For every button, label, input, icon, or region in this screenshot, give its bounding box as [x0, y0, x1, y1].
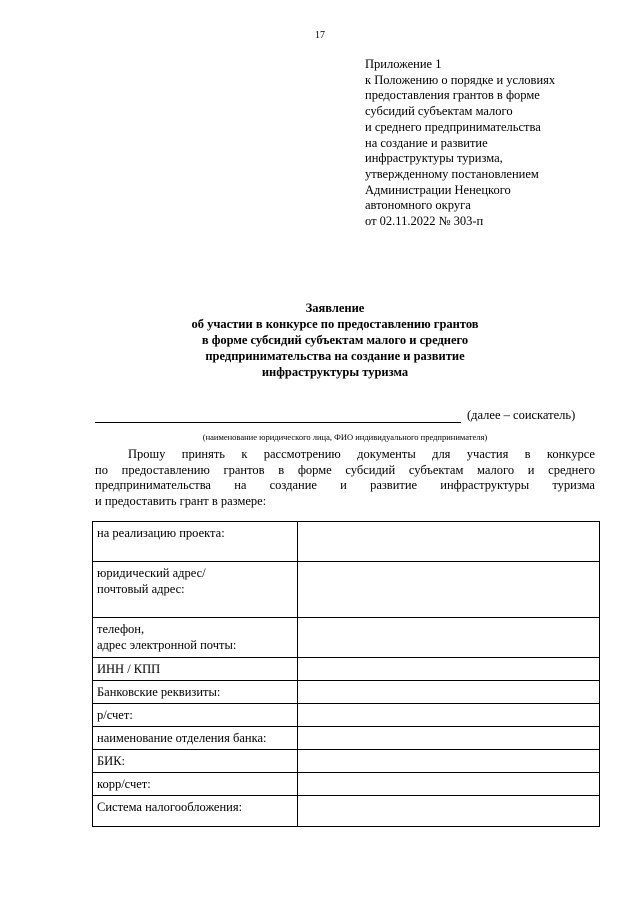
appendix-header: [365, 57, 625, 230]
row-label-line: Система налогообложения:: [97, 800, 243, 814]
request-word: документы: [357, 447, 416, 461]
request-word: Прошу: [128, 447, 166, 461]
row-value-field[interactable]: [298, 796, 600, 827]
appendix-line: и среднего предпринимательства: [365, 119, 541, 134]
title-line: Заявление: [305, 301, 365, 315]
appendix-line: от 02.11.2022 № 303-п: [365, 214, 484, 229]
request-word: малого: [477, 462, 515, 477]
row-label-line: почтовый адрес:: [97, 582, 185, 596]
row-label: [93, 750, 298, 773]
page-number: 17: [315, 30, 325, 41]
row-label-line: адрес электронной почты:: [97, 638, 237, 652]
row-label: [93, 681, 298, 704]
row-value-field[interactable]: [298, 681, 600, 704]
row-label-line: на реализацию проекта:: [97, 526, 225, 540]
applicant-details-table: [92, 521, 600, 827]
row-value-field[interactable]: [298, 618, 600, 658]
request-word: форме: [297, 462, 332, 477]
title-line: об участии в конкурсе по предоставлению грантов: [191, 317, 479, 331]
row-value-field[interactable]: [298, 727, 600, 750]
row-value-field[interactable]: [298, 522, 600, 562]
request-word: предоставлению: [121, 462, 210, 477]
title-line: предпринимательства на создание и развитие: [205, 349, 465, 363]
table-row: [93, 773, 600, 796]
request-word: в: [278, 462, 285, 477]
table-row: [93, 727, 600, 750]
request-paragraph: [95, 447, 595, 509]
request-line-last: и предоставить грант в размере:: [95, 493, 267, 508]
row-label-line: р/счет:: [97, 708, 133, 722]
row-label-line: ИНН / КПП: [97, 662, 161, 676]
row-label-line: юридический адрес/: [97, 566, 206, 580]
applicant-field[interactable]: [95, 408, 595, 426]
appendix-line: субсидий субъектам малого: [365, 104, 513, 119]
table-row: [93, 658, 600, 681]
row-label-line: Банковские реквизиты:: [97, 685, 221, 699]
row-value-field[interactable]: [298, 658, 600, 681]
request-word: в: [524, 447, 531, 461]
request-word: туризма: [552, 478, 595, 492]
document-title: [150, 300, 520, 380]
row-label: [93, 658, 298, 681]
request-word: по: [95, 462, 108, 477]
request-word: предпринимательства: [95, 478, 211, 492]
appendix-line: Приложение 1: [365, 57, 442, 71]
row-label-line: наименование отделения банка:: [97, 731, 267, 745]
request-word: субъектам: [408, 462, 464, 477]
request-word: развитие: [370, 478, 418, 492]
row-label: [93, 704, 298, 727]
table-row: [93, 796, 600, 827]
appendix-line: Администрации Ненецкого: [365, 182, 511, 197]
request-word: инфраструктуры: [440, 478, 530, 492]
request-word: рассмотрению: [263, 447, 341, 461]
title-line: инфраструктуры туризма: [261, 365, 409, 379]
request-word: на: [234, 478, 247, 492]
applicant-suffix: (далее – соискатель): [467, 408, 576, 422]
table-row: [93, 562, 600, 618]
row-value-field[interactable]: [298, 562, 600, 618]
request-word: конкурсе: [546, 447, 595, 461]
row-value-field[interactable]: [298, 704, 600, 727]
request-word: принять: [181, 447, 225, 461]
appendix-line: к Положению о порядке и условиях: [365, 72, 556, 87]
table-row: [93, 618, 600, 658]
request-word: для: [432, 447, 451, 461]
row-label: [93, 773, 298, 796]
request-word: среднего: [548, 462, 595, 477]
row-label: [93, 562, 298, 618]
appendix-line: предоставления грантов в форме: [365, 88, 540, 103]
table-row: [93, 681, 600, 704]
request-line: [95, 463, 595, 479]
appendix-line: инфраструктуры туризма,: [365, 151, 503, 166]
request-line: [95, 478, 595, 494]
row-label-line: БИК:: [97, 754, 126, 768]
row-label: [93, 796, 298, 827]
request-word: субсидий: [345, 462, 396, 477]
title-line: в форме субсидий субъектам малого и среднего: [201, 333, 469, 347]
row-label: [93, 522, 298, 562]
appendix-line: на создание и развитие: [365, 135, 488, 150]
row-value-field[interactable]: [298, 773, 600, 796]
request-word: к: [241, 447, 248, 461]
row-label-line: телефон,: [97, 622, 145, 636]
row-label: [93, 618, 298, 658]
table-row: [93, 522, 600, 562]
request-word: участия: [466, 447, 509, 461]
request-word: грантов: [223, 462, 265, 477]
row-value-field[interactable]: [298, 750, 600, 773]
row-label: [93, 727, 298, 750]
appendix-line: утвержденному постановлением: [365, 166, 539, 181]
row-label-line: корр/счет:: [97, 777, 151, 791]
applicant-underline: [95, 422, 461, 423]
table-row: [93, 750, 600, 773]
appendix-line: автономного округа: [365, 198, 471, 213]
applicant-caption: (наименование юридического лица, ФИО индивидуального предпринимателя): [202, 432, 488, 442]
request-word: создание: [269, 478, 317, 492]
request-line: [95, 447, 595, 463]
request-word: и: [340, 478, 347, 492]
request-word: и: [527, 462, 535, 477]
table-row: [93, 704, 600, 727]
